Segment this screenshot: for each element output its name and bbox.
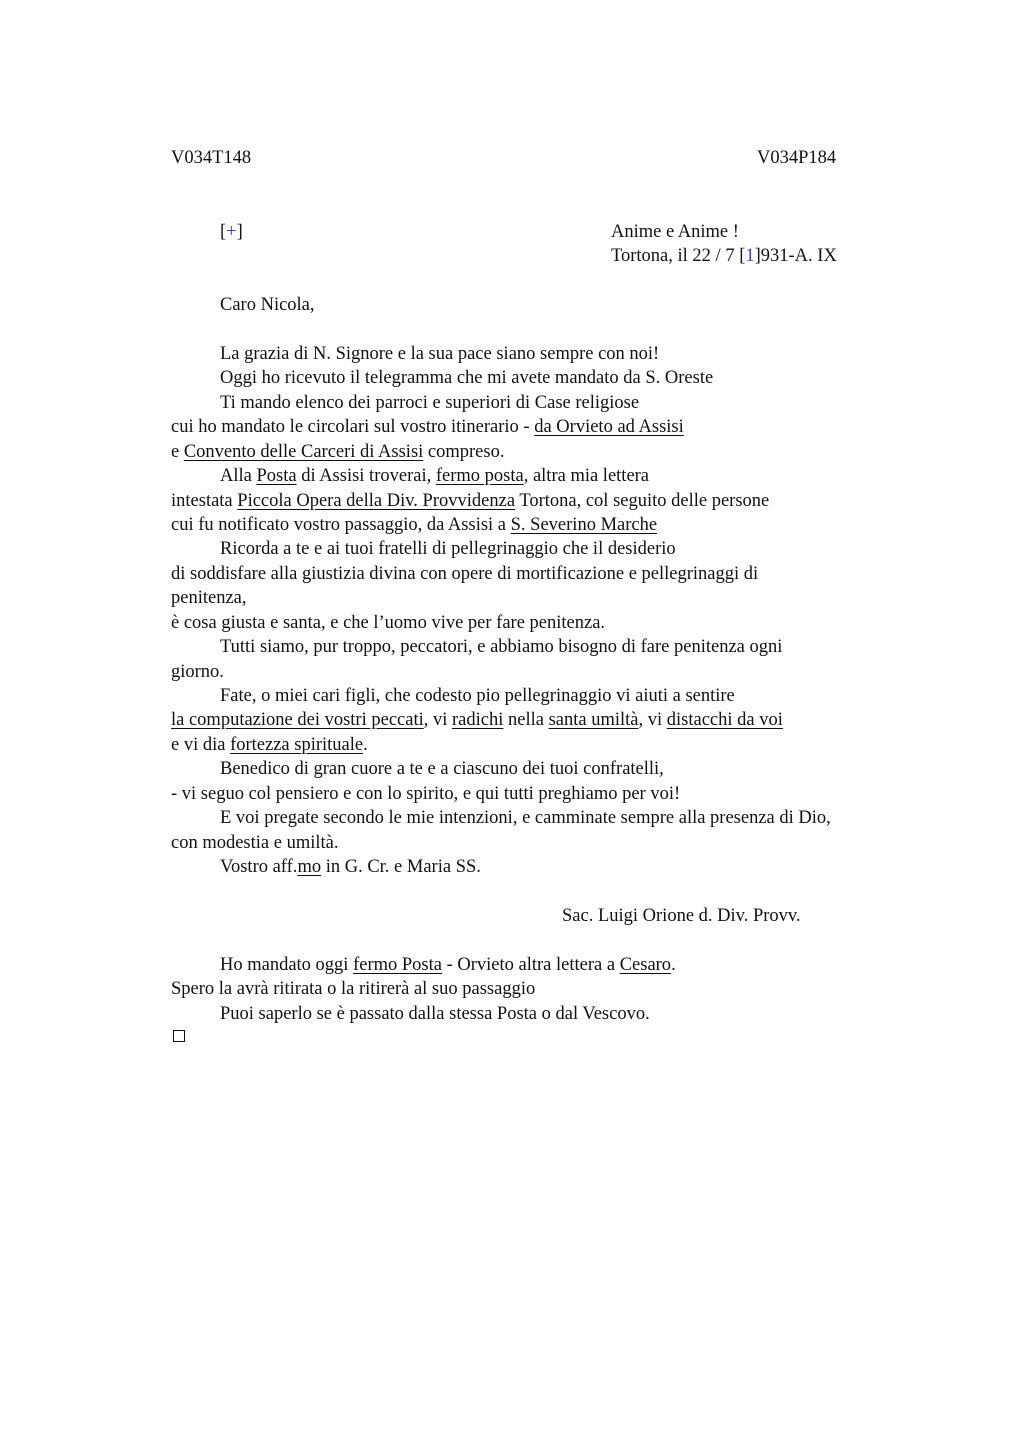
postscript-line [220,953,676,977]
text-run: . [671,955,676,975]
dateline [611,244,837,268]
dateline-prefix: Tortona, il 22 / 7 [ [611,246,746,266]
dateline-suffix: ]931-A. IX [754,246,837,266]
text-run: compreso. [423,442,505,462]
text-run: Vostro aff. [220,857,298,877]
body-line: di soddisfare alla giustizia divina con opere di mortificazione e pellegrinaggi di [171,564,759,584]
body-line: Benedico di gran cuore a te e a ciascuno dei tuoi confratelli, [220,759,664,779]
text-run: cui fu notificato vostro passaggio, da Assisi a [171,515,511,535]
bracket-close: ] [236,222,243,242]
underlined-phrase: fermo posta [435,466,524,486]
underlined-phrase: mo [297,857,322,877]
underlined-phrase: S. Severino Marche [510,515,658,535]
underlined-phrase: santa umiltà [548,710,639,730]
text-run: in G. Cr. e Maria SS. [321,857,481,877]
text-run: cui ho mandato le circolari sul vostro itinerario - [171,417,535,437]
body-line: è cosa giusta e santa, e che l’uomo vive per fare penitenza. [171,613,606,633]
closing-line [220,855,481,879]
body-line [171,513,657,537]
salutation: Caro Nicola, [220,295,315,315]
body-line [171,415,684,439]
underlined-phrase: radichi [452,710,504,730]
motto: Anime e Anime ! [611,222,739,242]
bracket-open: [ [220,222,227,242]
underlined-phrase: Piccola Opera della Div. Provvidenza [237,491,516,511]
body-line: La grazia di N. Signore e la sua pace siano sempre con noi! [220,344,660,364]
underlined-phrase: la computazione dei vostri peccati [171,710,424,730]
cross-mark [220,220,243,244]
underlined-phrase: Posta [256,466,297,486]
underlined-phrase: distacchi da voi [666,710,783,730]
text-run: , altra mia lettera [523,466,650,486]
text-run: , vi [638,710,667,730]
text-run: . [363,735,368,755]
text-run: e [171,442,184,462]
text-run: di Assisi troverai, [296,466,436,486]
cross-icon: + [226,222,237,242]
body-line: E voi pregate secondo le mie intenzioni, e camminate sempre alla presenza di Dio, [220,808,831,828]
underlined-phrase: da Orvieto ad Assisi [534,417,684,437]
text-run: Ho mandato oggi [220,955,354,975]
text-run: Alla [220,466,257,486]
postscript-line: Spero la avrà ritirata o la ritirerà al suo passaggio [171,979,536,999]
body-line [220,464,649,488]
body-line: Fate, o miei cari figli, che codesto pio pellegrinaggio vi aiuti a sentire [220,686,735,706]
dateline-year-digit: 1 [745,246,755,266]
header-right-code: V034P184 [757,148,837,168]
underlined-phrase: Convento delle Carceri di Assisi [183,442,424,462]
text-run: e vi dia [171,735,231,755]
body-line: Tutti siamo, pur troppo, peccatori, e abbiamo bisogno di fare penitenza ogni [220,637,783,657]
body-line [171,733,368,757]
body-line [171,708,783,732]
underlined-phrase: fortezza spirituale [230,735,364,755]
body-line: Oggi ho ricevuto il telegramma che mi avete mandato da S. Oreste [220,368,714,388]
text-run: Tortona, col seguito delle persone [515,491,770,511]
end-box-icon [173,1030,185,1042]
text-run: nella [503,710,549,730]
body-line: Ricorda a te e ai tuoi fratelli di pellegrinaggio che il desiderio [220,539,676,559]
body-line [171,489,769,513]
signature: Sac. Luigi Orione d. Div. Provv. [562,906,801,926]
body-line: - vi seguo col pensiero e con lo spirito, e qui tutti preghiamo per voi! [171,784,681,804]
body-line: penitenza, [171,588,247,608]
underlined-phrase: fermo Posta [353,955,442,975]
text-run: , vi [423,710,452,730]
text-run: intestata [171,491,238,511]
underlined-phrase: Cesaro [619,955,672,975]
body-line: con modestia e umiltà. [171,833,339,853]
body-line: giorno. [171,662,224,682]
body-line: Ti mando elenco dei parroci e superiori di Case religiose [220,393,640,413]
postscript-line: Puoi saperlo se è passato dalla stessa Posta o dal Vescovo. [220,1004,650,1024]
body-line [171,440,504,464]
header-left-code: V034T148 [171,148,252,168]
text-run: - Orvieto altra lettera a [441,955,620,975]
